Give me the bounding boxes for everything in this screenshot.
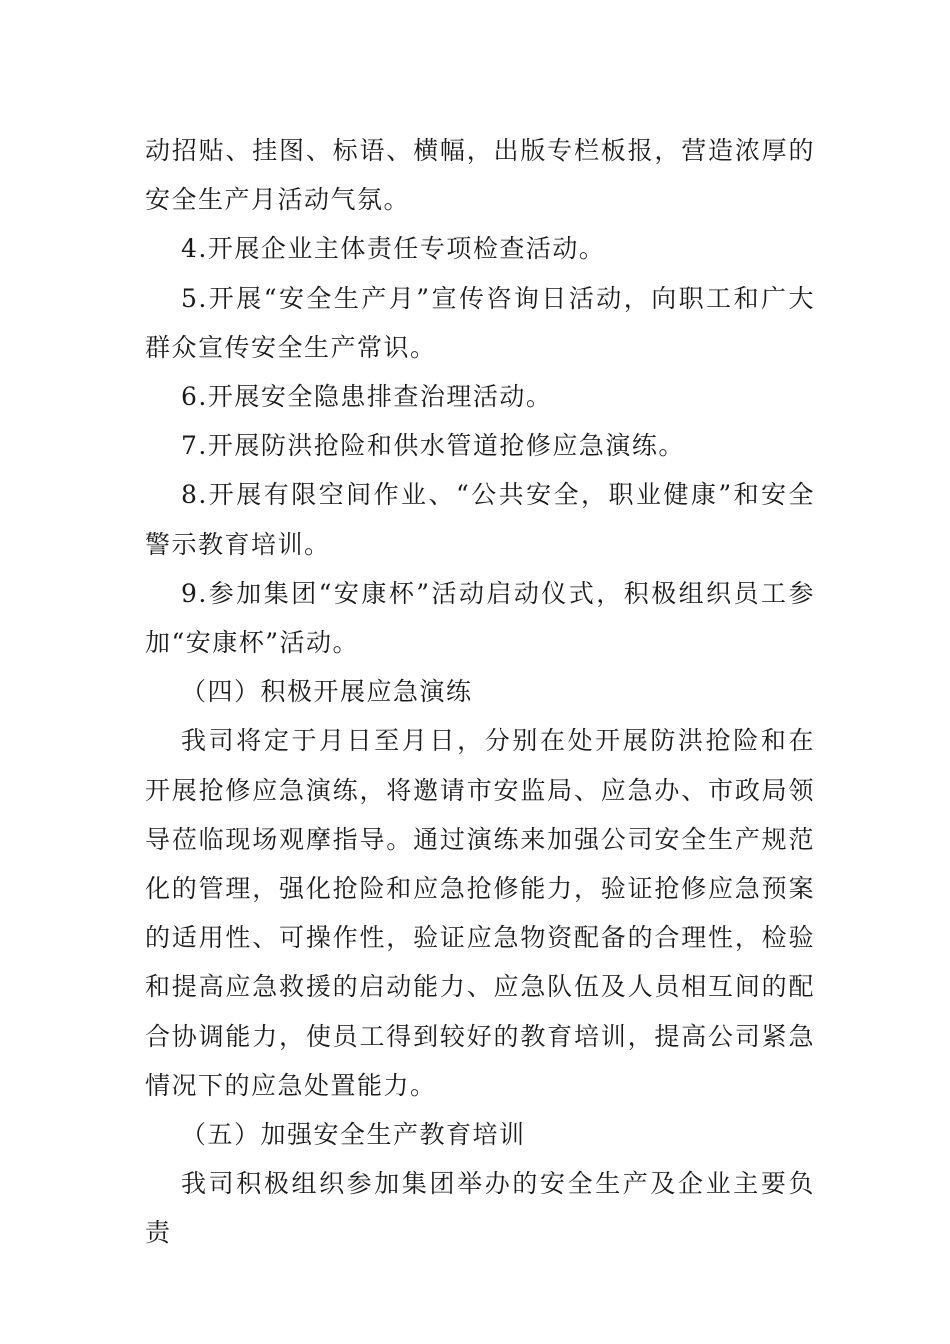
paragraph-item-5: 5.开展“安全生产月”宣传咨询日活动，向职工和广大群众宣传安全生产常识。 [145, 283, 815, 362]
paragraph-item-8: 8.开展有限空间作业、“公共安全，职业健康”和安全警示教育培训。 [145, 480, 815, 559]
paragraph-1: 动招贴、挂图、标语、横幅，出版专栏板报，营造浓厚的安全生产月活动气氛。 [145, 136, 815, 215]
paragraph-item-7: 7.开展防洪抢险和供水管道抢修应急演练。 [181, 431, 685, 461]
paragraph-training: 我司积极组织参加集团举办的安全生产及企业主要负责 [145, 1169, 815, 1248]
section-heading-4: （四）积极开展应急演练 [181, 677, 473, 707]
paragraph-item-6: 6.开展安全隐患排查治理活动。 [181, 382, 553, 412]
section-heading-5: （五）加强安全生产教育培训 [181, 1120, 526, 1150]
paragraph-item-9: 9.参加集团“安康杯”活动启动仪式，积极组织员工参加“安康杯”活动。 [145, 578, 815, 658]
paragraph-item-4: 4.开展企业主体责任专项检查活动。 [181, 234, 606, 264]
document-body [145, 126, 815, 1258]
paragraph-emergency-drill: 我司将定于月日至月日，分别在处开展防洪抢险和在开展抢修应急演练，将邀请市安监局、应急办、市政局领导莅临现场观摩指导。通过演练来加强公司安全生产规范化的管理，强化抢险和应急抢修能力，验证抢修应急预案的适用性、可操作性，验证应急物资配备的合理性，检验和提高应急救援的启动能力、应急队伍及人员相互间的配合协调能力，使员工得到较好的教育培训，提高公司紧急情况下的应急处置能力。 [145, 726, 815, 1100]
